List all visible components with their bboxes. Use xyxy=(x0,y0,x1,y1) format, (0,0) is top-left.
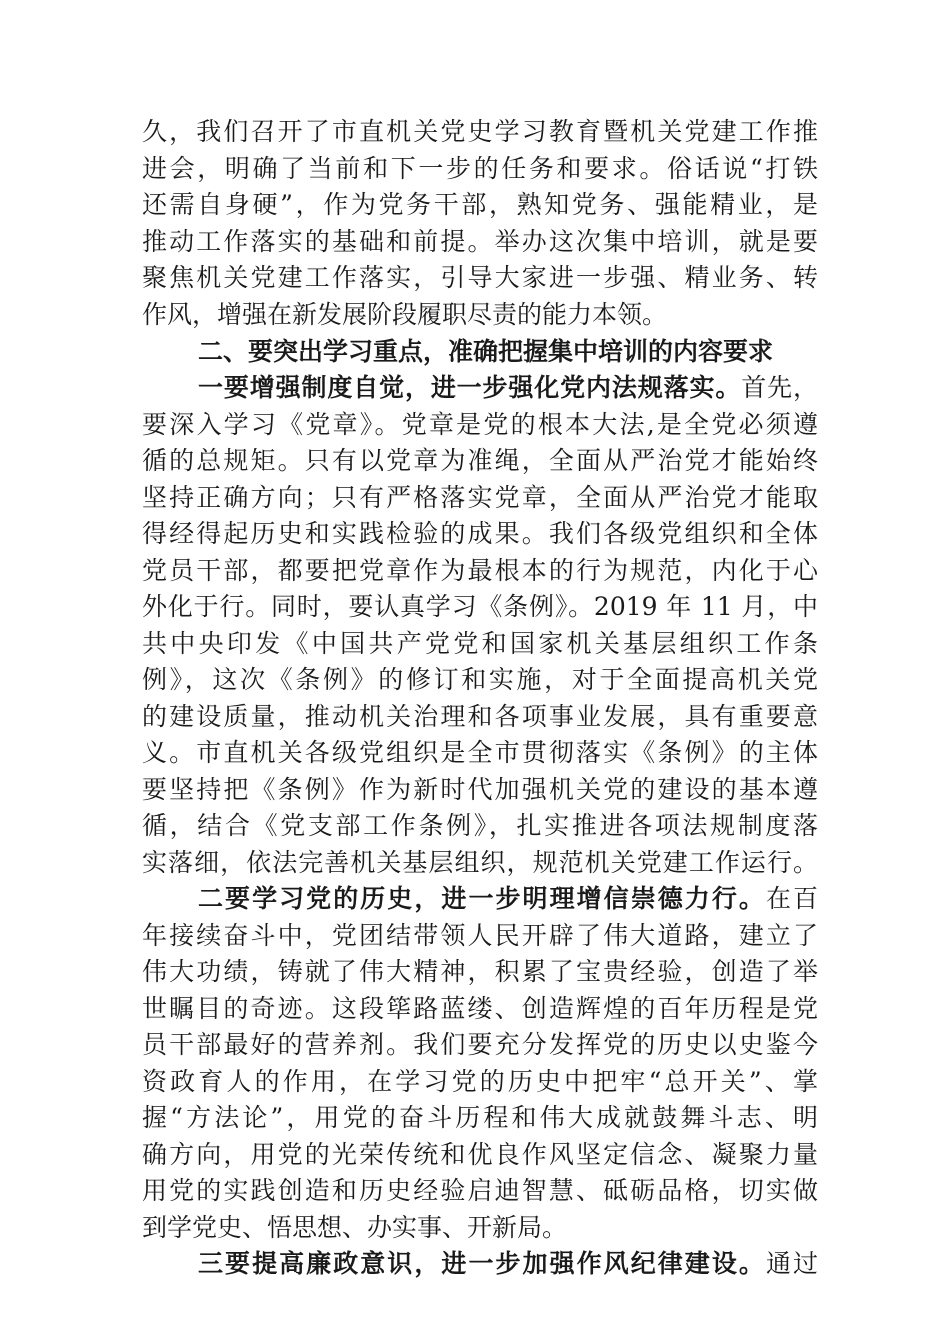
text-line: 伟大功绩，铸就了伟大精神，积累了宝贵经验，创造了举 xyxy=(142,957,818,986)
text-line: 员干部最好的营养剂。我们要充分发挥党的历史以史鉴今 xyxy=(142,1030,818,1059)
text-line: 年接续奋斗中，党团结带领人民开辟了伟大道路，建立了 xyxy=(142,921,818,950)
text-line: 得经得起历史和实践检验的成果。我们各级党组织和全体 xyxy=(142,519,818,548)
text-line: 推动工作落实的基础和前提。举办这次集中培训，就是要 xyxy=(142,227,818,256)
text-line: 坚持正确方向；只有严格落实党章，全面从严治党才能取 xyxy=(142,483,818,512)
text-line: 要深入学习《党章》。党章是党的根本大法,是全党必须遵 xyxy=(142,410,818,439)
text-line: 聚焦机关党建工作落实，引导大家进一步强、精业务、转 xyxy=(142,263,818,292)
text-line: 义。市直机关各级党组织是全市贯彻落实《条例》的主体 xyxy=(142,738,818,767)
text-line: 进会，明确了当前和下一步的任务和要求。俗话说“打铁 xyxy=(142,154,818,183)
text-line: 资政育人的作用，在学习党的历史中把牢“总开关”、掌 xyxy=(142,1067,818,1096)
text-line: 例》，这次《条例》的修订和实施，对于全面提高机关党 xyxy=(142,665,818,694)
text-line: 到学党史、悟思想、办实事、开新局。 xyxy=(142,1213,568,1242)
text-line: 的建设质量，推动机关治理和各项事业发展，具有重要意 xyxy=(142,702,818,731)
text-line: 共中央印发《中国共产党党和国家机关基层组织工作条 xyxy=(142,629,818,658)
point-2-lead: 二要学习党的历史，进一步明理增信崇德力行。 xyxy=(198,884,766,913)
text-line: 循，结合《党支部工作条例》，扎实推进各项法规制度落 xyxy=(142,811,818,840)
point-3-first-line xyxy=(198,1247,818,1281)
text-line: 实落细，依法完善机关基层组织，规范机关党建工作运行。 xyxy=(142,848,818,877)
text-line: 外化于行。同时，要认真学习《条例》。2019 年 11 月，中 xyxy=(142,592,818,621)
text-line: 握“方法论”，用党的奋斗历程和伟大成就鼓舞斗志、明 xyxy=(142,1103,818,1132)
text-line: 确方向，用党的光荣传统和优良作风坚定信念、凝聚力量 xyxy=(142,1140,818,1169)
point-1-lead: 一要增强制度自觉，进一步强化党内法规落实。 xyxy=(198,373,742,402)
point-2-first-line xyxy=(198,882,818,916)
text-line: 世瞩目的奇迹。这段筚路蓝缕、创造辉煌的百年历程是党 xyxy=(142,994,818,1023)
text-line: 作风，增强在新发展阶段履职尽责的能力本领。 xyxy=(142,300,668,329)
text-line: 循的总规矩。只有以党章为准绳，全面从严治党才能始终 xyxy=(142,446,818,475)
point-1-first-line xyxy=(198,371,818,405)
point-2-first-line-tail: 在百 xyxy=(765,884,818,913)
point-1-first-line-tail: 首先， xyxy=(741,373,818,402)
text-line: 要坚持把《条例》作为新时代加强机关党的建设的基本遵 xyxy=(142,775,818,804)
point-3-lead: 三要提高廉政意识，进一步加强作风纪律建设。 xyxy=(198,1249,766,1278)
point-3-first-line-tail: 通过 xyxy=(765,1249,818,1278)
section-heading: 二、要突出学习重点，准确把握集中培训的内容要求 xyxy=(198,337,774,366)
text-line: 党员干部，都要把党章作为最根本的行为规范，内化于心 xyxy=(142,556,818,585)
text-line: 久，我们召开了市直机关党史学习教育暨机关党建工作推 xyxy=(142,117,818,146)
text-line: 用党的实践创造和历史经验启迪智慧、砥砺品格，切实做 xyxy=(142,1176,818,1205)
text-line: 还需自身硬”，作为党务干部，熟知党务、强能精业，是 xyxy=(142,190,818,219)
